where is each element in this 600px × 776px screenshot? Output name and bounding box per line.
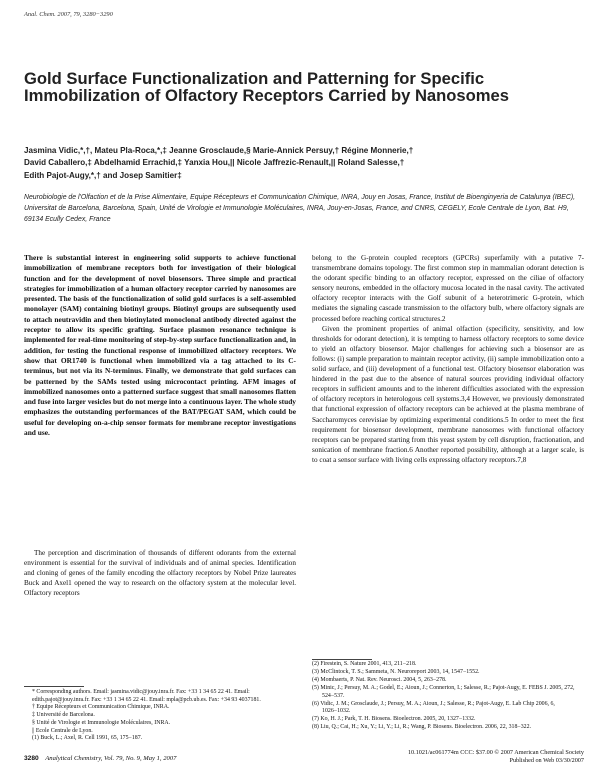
body-paragraph: belong to the G-protein coupled receptors (GPCRs) superfamily with a putative 7-transmembrane domains topology. The first common step in mammalian odorant detection is the odorant specific binding to an olfactory receptor, expressed on the ciliae of olfactory sensory neurons, embedded in the olfactory mucosa located in the nasal cavity. The activated olfactory receptor interacts with the Golf subunit of a heterotrimeric G-protein, which mediates the signaling cascade transmission to the olfactory bulb, where olfactory signals are processed before reaching cortical structures.2 bbox=[312, 254, 584, 323]
author: Jeanne Grosclaude,§ bbox=[169, 146, 251, 155]
footnote-item: (1) Buck, L.; Axel, R. Cell 1991, 65, 175−187. bbox=[32, 735, 143, 742]
reference-item: (6) Vidic, J. M.; Grosclaude, J.; Persuy, M. A.; Aioun, J.; Salesse, R.; Pajot-Augy, E. Lab Chip 2006, 6, 1026−1032. bbox=[312, 700, 555, 715]
journal-issue: Analytical Chemistry, Vol. 79, No. 9, May 1, 2007 bbox=[45, 755, 177, 762]
footnote-item: † Equipe Récepteurs et Communication Chimique, INRA. bbox=[32, 704, 170, 711]
article-title: Gold Surface Functionalization and Patterning for Specific Immobilization of Olfactory Receptors Carried by Nanosomes bbox=[24, 69, 510, 106]
body-paragraph: Given the prominent properties of animal olfaction (specificity, sensitivity, and low thresholds for odorant detection), it is tempting to harness olfactory receptors to some device to yield an olfactory biosensor. Major challenges for achieving such a biosensor are as follows: (i) sample preparation to maintain receptor activity, (ii) sample immobilization onto a solid surface, and (iii) development of a functional test. Olfactory biosensor elaboration was hindered in the past due to the absence of natural sources providing individual olfactory receptors in sufficient amounts and to the inherent difficulties associated with the expression of olfactory receptors in heterologous cell systems.3,4 However, we previously demonstrated that functional expression of olfactory receptors can be achieved at the plasma membrane of Saccharomyces cerevisiae by optimizing experimental conditions.5 In order to meet the first requirement for biosensor development, membrane nanosomes with functional olfactory receptors can be prepared starting from this yeast system by cell disruption, fractionation, and sonication of membrane fraction.6 Another reported possibility, although at a larger scale, is to coat a sensor surface with living cells expressing olfactory receptors.7,8 bbox=[312, 324, 584, 464]
reference-item: (2) Firestein, S. Nature 2001, 413, 211−218. bbox=[312, 661, 417, 667]
author: Jasmina Vidic,*,† bbox=[24, 146, 90, 155]
author: Mateu Pla-Roca,*,‡ bbox=[94, 146, 167, 155]
doi-line: 10.1021/ac061774m CCC: $37.00 © 2007 American Chemical Society bbox=[407, 749, 584, 756]
affiliations: Neurobiologie de l'Olfaction et de la Prise Alimentaire, Equipe Récepteurs et Communication Chimique, INRA, Jouy en Josas, France, Institut de Bioenginyeria de Catalunya (IBEC), Universitat de Barcelona, Barcelona, Spain, Unité de Virologie et Immunologie Moléculaires, INRA, Jouy-en-Josas, France, and CNRS, CEGELY, Ecole Centrale de Lyon, Bat. H9, 69134 Ecully Cedex, France bbox=[24, 194, 576, 223]
author: Roland Salesse,† bbox=[337, 158, 405, 168]
reference-list bbox=[312, 661, 584, 732]
reference-item: (3) McClintock, T. S.; Sammeta, N. Neuroreport 2003, 14, 1547−1552. bbox=[312, 668, 480, 675]
author: Régine Monnerie,† bbox=[341, 146, 414, 155]
reference-item: (7) Ko, H. J.; Park, T. H. Biosens. Bioelectron. 2005, 20, 1327−1332. bbox=[312, 716, 476, 723]
intro-paragraph: The perception and discrimination of thousands of different odorants from the external environment is essential for the survival of individuals and of animal species. Identification and cloning of genes of the family encoding the olfactory receptors by Nobel Prize laureates Buck and Axel1 opened the way to research on the olfactory system at the molecular level. Olfactory receptors bbox=[24, 549, 296, 598]
author-list bbox=[24, 145, 584, 182]
references-divider bbox=[312, 659, 372, 660]
reference-item: (4) Mombaerts, P. Nat. Rev. Neurosci. 2004, 5, 263−278. bbox=[312, 676, 447, 683]
author: Yanxia Hou,|| bbox=[184, 158, 235, 168]
page-footer bbox=[24, 755, 176, 762]
author-line bbox=[24, 157, 584, 169]
footnote-list bbox=[24, 689, 296, 743]
footnote-item: || Ecole Centrale de Lyon. bbox=[32, 727, 93, 734]
author: Edith Pajot-Augy,*,† bbox=[24, 170, 101, 180]
footnote-item: * Corresponding authors. Email: jasmina.vidic@jouy.inra.fr. Fax: +33 1 34 65 22 41. Email: edith.pajot@jouy.inra.fr. Fax: +33 1 34 65 22 41. Email: mpla@pcb.ub.es. Fax: +34 93 4037181. bbox=[32, 689, 261, 703]
author: David Caballero,‡ bbox=[24, 158, 92, 168]
published-date: Published on Web 03/30/2007 bbox=[509, 757, 584, 764]
author: and Josep Samitier‡ bbox=[103, 170, 182, 180]
author: Nicole Jaffrezic-Renault,|| bbox=[236, 158, 336, 168]
journal-citation: Anal. Chem. 2007, 79, 3280−3290 bbox=[24, 11, 113, 18]
reference-item: (5) Minic, J.; Persuy, M. A.; Godel, E.; Aioun, J.; Connerton, I.; Salesse, R.; Pajot-Augy, E. FEBS J. 2005, 272, 524−537. bbox=[312, 684, 575, 699]
abstract: There is substantial interest in engineering solid supports to achieve functional immobilization of membrane receptors both for investigation of their biological function and for the development of novel biosensors. Three simple and practical strategies for immobilization of a human olfactory receptor carried by nanosomes are presented. The basis of the functionalization of solid gold surfaces is a self-assembled monolayer (SAM) containing biotinyl groups. Biotinyl groups are subsequently used to attach neutravidin and then biotinylated monoclonal antibody directed against the receptor to allow its specific grafting. Surface plasmon resonance technique is implemented for real-time monitoring of step-by-step surface functionalization and, in addition, for testing the functional response of immobilized olfactory receptors. We show that OR1740 is functional when immobilized via a tag attached to its C-terminus, but not via its N-terminus. Finally, we demonstrate that gold surfaces can be patterned by the SAMs tested using microcontact printing. AFM images of immobilized nanosomes onto a patterned surface suggest that small nanosomes flatten and fuse into larger vesicles but do not merge into a continuous layer. The whole study emphasizes the outstanding performances of the BAT/PEGAT SAM, which could be useful for developing on-a-chip sensor formats for membrane receptor investigations and use. bbox=[24, 253, 296, 438]
reference-item: (8) Liu, Q.; Cai, H.; Xu, Y.; Li, Y.; Li, R.; Wang, P. Biosens. Bioelectron. 2006, 22, 318−322. bbox=[312, 724, 532, 731]
footnote-divider bbox=[24, 686, 84, 687]
author-line bbox=[24, 170, 584, 182]
author-line: Jasmina Vidic,*,†, Mateu Pla-Roca,*,‡ Jeanne Grosclaude,§ Marie-Annick Persuy,† Régine Monnerie,† bbox=[24, 146, 414, 155]
page-number: 3280 bbox=[24, 755, 39, 762]
author: Marie-Annick Persuy,† bbox=[252, 146, 340, 155]
publication-info bbox=[312, 749, 584, 765]
footnote-item: § Unité de Virologie et Immunologie Moléculaires, INRA. bbox=[32, 719, 171, 726]
right-column-body bbox=[312, 253, 584, 465]
footnote-item: ‡ Université de Barcelona. bbox=[32, 712, 95, 719]
author: Abdelhamid Errachid,‡ bbox=[93, 158, 183, 168]
